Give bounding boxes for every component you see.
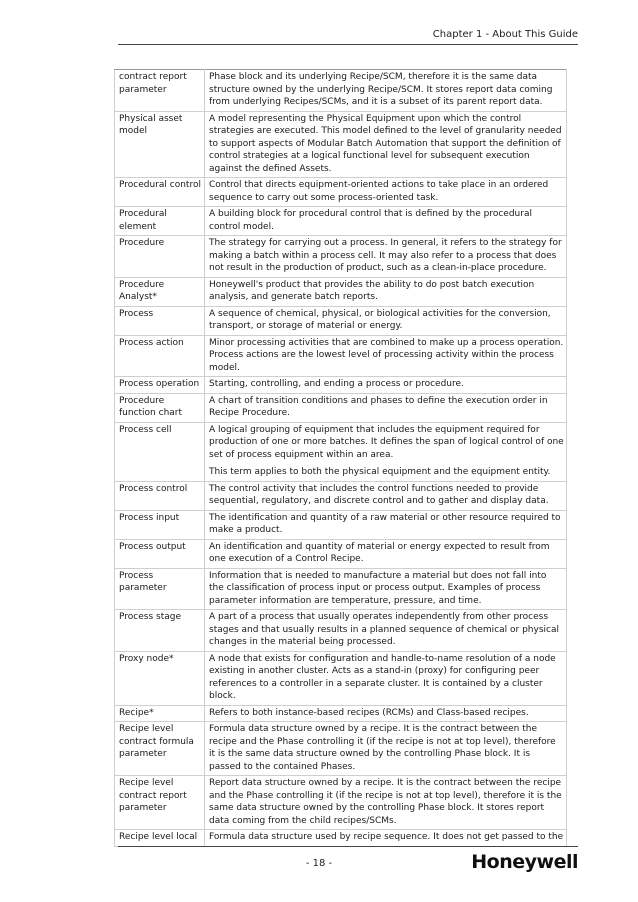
glossary-definition [205,236,567,278]
definition-paragraph: Control that directs equipment-oriented actions to take place in an ordered sequence to carry out some process-oriented task. [209,180,549,203]
glossary-term: Process stage [115,610,205,652]
honeywell-logo: Honeywell [471,851,578,873]
definition-paragraph: Formula data structure owned by a recipe. It is the contract between the recipe and the Phase controlling it (if the recipe is not at top level), therefore it is the same data structure owned by the controlling Phase block. It is passed to the contained Phases. [209,724,556,772]
glossary-table [114,69,567,847]
glossary-definition [205,705,567,722]
glossary-definition [205,539,567,568]
definition-paragraph: Formula data structure used by recipe sequence. It does not get passed to the [209,832,564,842]
glossary-row [115,651,567,705]
glossary-row [115,610,567,652]
glossary-definition [205,377,567,394]
glossary-definition [205,722,567,776]
definition-paragraph: A logical grouping of equipment that includes the equipment required for production of one or more batches. It defines the span of logical control of one set of process equipment within an area. [209,424,564,460]
glossary-row [115,510,567,539]
glossary-term: Recipe* [115,705,205,722]
glossary-row [115,178,567,207]
glossary-row [115,422,567,481]
definition-paragraph: A chart of transition conditions and phases to define the execution order in Recipe Procedure. [209,395,548,418]
page-number: - 18 - [305,858,333,869]
glossary-definition [205,393,567,422]
definition-paragraph: A model representing the Physical Equipment upon which the control strategies are executed. This model defined to the level of granularity needed to support aspects of Modular Batch Automation that support the definition of control strategies at a logical functional level for subsequent execution against the defined Assets. [209,113,562,174]
definition-paragraph: The control activity that includes the control functions needed to provide sequential, regulatory, and discrete control and to gather and display data. [209,483,549,506]
glossary-term: Procedural element [115,207,205,236]
glossary-definition [205,306,567,335]
footer-divider [118,846,578,847]
glossary-row [115,705,567,722]
definition-paragraph: Starting, controlling, and ending a process or procedure. [209,379,464,389]
glossary-row [115,207,567,236]
glossary-definition [205,610,567,652]
header-divider [118,44,578,45]
definition-paragraph: A building block for procedural control that is defined by the procedural control model. [209,209,532,232]
glossary-row [115,377,567,394]
chapter-header: Chapter 1 - About This Guide [432,29,578,40]
definition-paragraph: Phase block and its underlying Recipe/SCM, therefore it is the same data structure owned by the underlying Recipe/SCM. It stores report data coming from underlying Recipes/SCMs, and it is a subset of its parent report data. [209,72,553,107]
glossary-term: Process parameter [115,568,205,610]
glossary-row [115,70,567,112]
glossary-term: Process cell [115,422,205,481]
glossary-row [115,481,567,510]
definition-paragraph: Information that is needed to manufacture a material but does not fall into the classification of process input or process output. Examples of process parameter information are temperature, pressure, and time. [209,570,547,606]
glossary-term: Process [115,306,205,335]
glossary-term: Recipe level contract report parameter [115,776,205,830]
glossary-row [115,393,567,422]
glossary-definition [205,830,567,847]
glossary-row [115,568,567,610]
glossary-row [115,539,567,568]
glossary-term: Procedure [115,236,205,278]
glossary-definition [205,568,567,610]
glossary-term: Procedure Analyst* [115,277,205,306]
glossary-term: Procedure function chart [115,393,205,422]
definition-paragraph: Minor processing activities that are combined to make up a process operation. Process actions are the lowest level of processing activity within the process model. [209,337,564,373]
glossary-definition [205,111,567,178]
glossary-definition [205,178,567,207]
glossary-definition [205,422,567,481]
definition-paragraph: A node that exists for configuration and handle-to-name resolution of a node existing in another cluster. Acts as a stand-in (proxy) for configuring peer references to a controller in a separate cluster. It is contained by a cluster block. [209,653,556,701]
glossary-row [115,830,567,847]
glossary-term: Process output [115,539,205,568]
glossary-row [115,722,567,776]
glossary-definition [205,70,567,112]
definition-paragraph: The strategy for carrying out a process. In general, it refers to the strategy for making a batch within a process cell. It may also refer to a process that does not result in the production of product, such as a clean-in-place procedure. [209,238,562,273]
definition-paragraph: An identification and quantity of material or energy expected to result from one execution of a Control Recipe. [209,541,550,564]
glossary-body [115,70,567,847]
glossary-term: Recipe level contract formula parameter [115,722,205,776]
definition-paragraph: Report data structure owned by a recipe. It is the contract between the recipe and the Phase controlling it (if the recipe is not at top level), therefore it is the same data structure owned by the controlling Phase block. It stores report data coming from the child recipes/SCMs. [209,778,562,826]
glossary-definition [205,207,567,236]
glossary-definition [205,335,567,377]
definition-paragraph: The identification and quantity of a raw material or other resource required to make a product. [209,512,561,535]
glossary-row [115,111,567,178]
glossary-row [115,236,567,278]
glossary-definition [205,277,567,306]
glossary-term: Process operation [115,377,205,394]
definition-paragraph: Honeywell's product that provides the ability to do post batch execution analysis, and generate batch reports. [209,279,535,302]
glossary-definition [205,481,567,510]
glossary-term: Recipe level local [115,830,205,847]
definition-paragraph: A part of a process that usually operates independently from other process stages and that usually results in a planned sequence of chemical or physical changes in the material being processed. [209,612,559,647]
glossary-term: Process action [115,335,205,377]
glossary-term: Process input [115,510,205,539]
definition-paragraph: Refers to both instance-based recipes (RCMs) and Class-based recipes. [209,707,529,718]
definition-paragraph: This term applies to both the physical equipment and the equipment entity. [209,467,551,477]
glossary-row [115,776,567,830]
glossary-row [115,306,567,335]
glossary-definition [205,510,567,539]
glossary-term: Physical asset model [115,111,205,178]
definition-paragraph: A sequence of chemical, physical, or biological activities for the conversion, transport, or storage of material or energy. [209,308,551,331]
glossary-term: Procedural control [115,178,205,207]
glossary-definition [205,651,567,705]
glossary-row [115,277,567,306]
glossary-term: Proxy node* [115,651,205,705]
glossary-definition [205,776,567,830]
glossary-term: Process control [115,481,205,510]
glossary-row [115,335,567,377]
glossary-term: contract report parameter [115,70,205,112]
